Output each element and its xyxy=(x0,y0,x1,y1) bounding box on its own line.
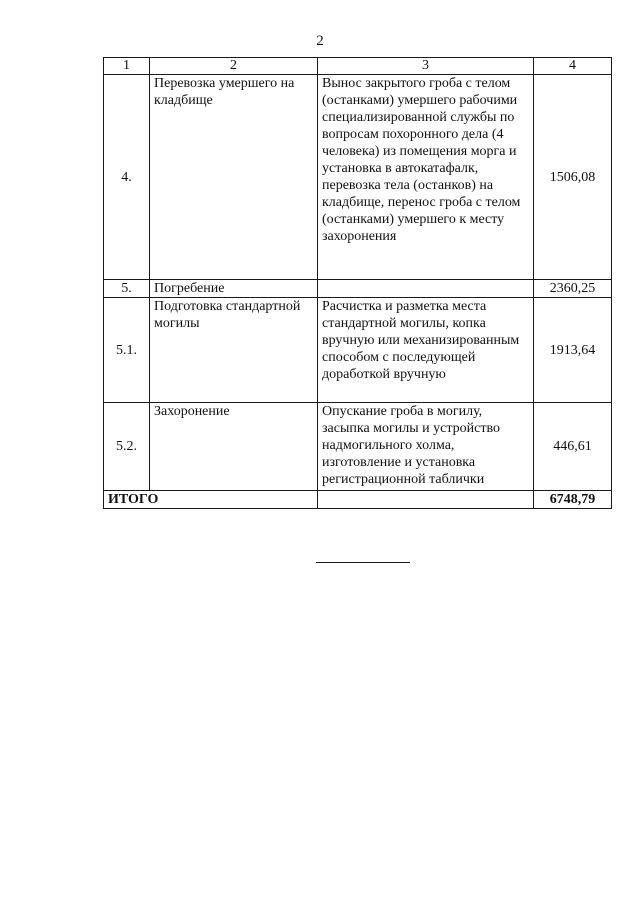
service-name: Погребение xyxy=(150,280,318,298)
row-number: 5. xyxy=(104,280,150,298)
table-row xyxy=(104,298,612,403)
row-number: 4. xyxy=(104,75,150,280)
total-label: ИТОГО xyxy=(104,491,318,509)
service-price: 1913,64 xyxy=(534,298,612,403)
column-header-3: 3 xyxy=(318,58,534,75)
service-price: 2360,25 xyxy=(534,280,612,298)
total-price: 6748,79 xyxy=(534,491,612,509)
service-price: 1506,08 xyxy=(534,75,612,280)
row-number: 5.1. xyxy=(104,298,150,403)
total-row xyxy=(104,491,612,509)
price-table xyxy=(103,57,612,509)
service-name: Перевозка умершего на кладбище xyxy=(150,75,318,280)
service-price: 446,61 xyxy=(534,403,612,491)
service-description xyxy=(318,280,534,298)
column-header-2: 2 xyxy=(150,58,318,75)
table-header-row xyxy=(104,58,612,75)
service-description: Вынос закрытого гроба с телом (останками) умершего рабочими специализированной службы по вопросам похоронного дела (4 человека) из помещения морга и установка в автокатафалк, перевозка тела (останков) на кладбище, перенос гроба с телом (останками) умершего к месту захоронения xyxy=(318,75,534,280)
page-number: 2 xyxy=(316,33,324,49)
table-row xyxy=(104,280,612,298)
column-header-1: 1 xyxy=(104,58,150,75)
table-row xyxy=(104,75,612,280)
closing-divider xyxy=(316,562,410,563)
service-name: Подготовка стандартной могилы xyxy=(150,298,318,403)
service-description: Опускание гроба в могилу, засыпка могилы и устройство надмогильного холма, изготовление и установка регистрационной таблички xyxy=(318,403,534,491)
service-description: Расчистка и разметка места стандартной могилы, копка вручную или механизированным способом с последующей доработкой вручную xyxy=(318,298,534,403)
total-description xyxy=(318,491,534,509)
row-number: 5.2. xyxy=(104,403,150,491)
table-row xyxy=(104,403,612,491)
column-header-4: 4 xyxy=(534,58,612,75)
service-name: Захоронение xyxy=(150,403,318,491)
